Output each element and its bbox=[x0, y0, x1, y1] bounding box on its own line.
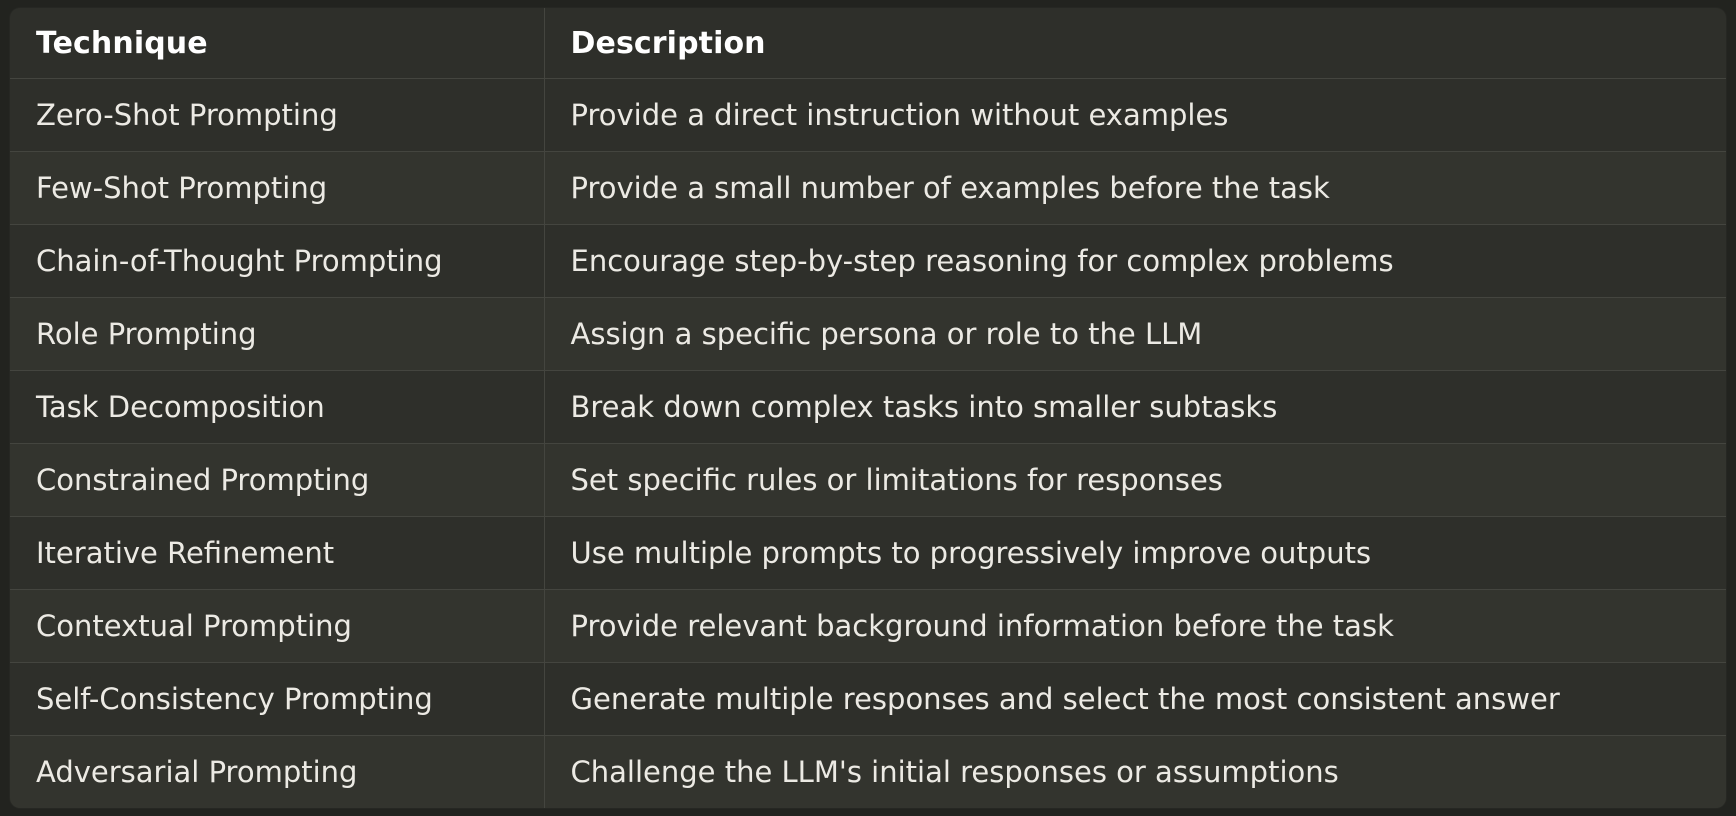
table-row bbox=[10, 736, 1726, 809]
cell-description: Encourage step-by-step reasoning for complex problems bbox=[544, 225, 1726, 298]
table-row bbox=[10, 298, 1726, 371]
cell-technique: Contextual Prompting bbox=[10, 590, 544, 663]
table-row bbox=[10, 79, 1726, 152]
cell-description: Use multiple prompts to progressively improve outputs bbox=[544, 517, 1726, 590]
cell-technique: Chain-of-Thought Prompting bbox=[10, 225, 544, 298]
prompting-techniques-table-container bbox=[10, 8, 1726, 808]
cell-description: Provide a direct instruction without examples bbox=[544, 79, 1726, 152]
cell-technique: Few-Shot Prompting bbox=[10, 152, 544, 225]
prompting-techniques-table bbox=[10, 8, 1726, 808]
table-row bbox=[10, 663, 1726, 736]
table-body bbox=[10, 79, 1726, 809]
cell-description: Provide a small number of examples before the task bbox=[544, 152, 1726, 225]
cell-technique: Constrained Prompting bbox=[10, 444, 544, 517]
table-row bbox=[10, 152, 1726, 225]
table-row bbox=[10, 225, 1726, 298]
cell-technique: Self-Consistency Prompting bbox=[10, 663, 544, 736]
column-header-technique: Technique bbox=[10, 8, 544, 79]
cell-description: Assign a specific persona or role to the LLM bbox=[544, 298, 1726, 371]
table-header-row bbox=[10, 8, 1726, 79]
cell-technique: Zero-Shot Prompting bbox=[10, 79, 544, 152]
cell-description: Break down complex tasks into smaller subtasks bbox=[544, 371, 1726, 444]
cell-description: Generate multiple responses and select the most consistent answer bbox=[544, 663, 1726, 736]
cell-technique: Iterative Refinement bbox=[10, 517, 544, 590]
table-row bbox=[10, 371, 1726, 444]
cell-description: Provide relevant background information before the task bbox=[544, 590, 1726, 663]
table-row bbox=[10, 517, 1726, 590]
cell-technique: Task Decomposition bbox=[10, 371, 544, 444]
cell-technique: Adversarial Prompting bbox=[10, 736, 544, 809]
cell-description: Challenge the LLM's initial responses or assumptions bbox=[544, 736, 1726, 809]
table-row bbox=[10, 590, 1726, 663]
column-header-description: Description bbox=[544, 8, 1726, 79]
cell-technique: Role Prompting bbox=[10, 298, 544, 371]
cell-description: Set specific rules or limitations for responses bbox=[544, 444, 1726, 517]
table-header bbox=[10, 8, 1726, 79]
table-row bbox=[10, 444, 1726, 517]
